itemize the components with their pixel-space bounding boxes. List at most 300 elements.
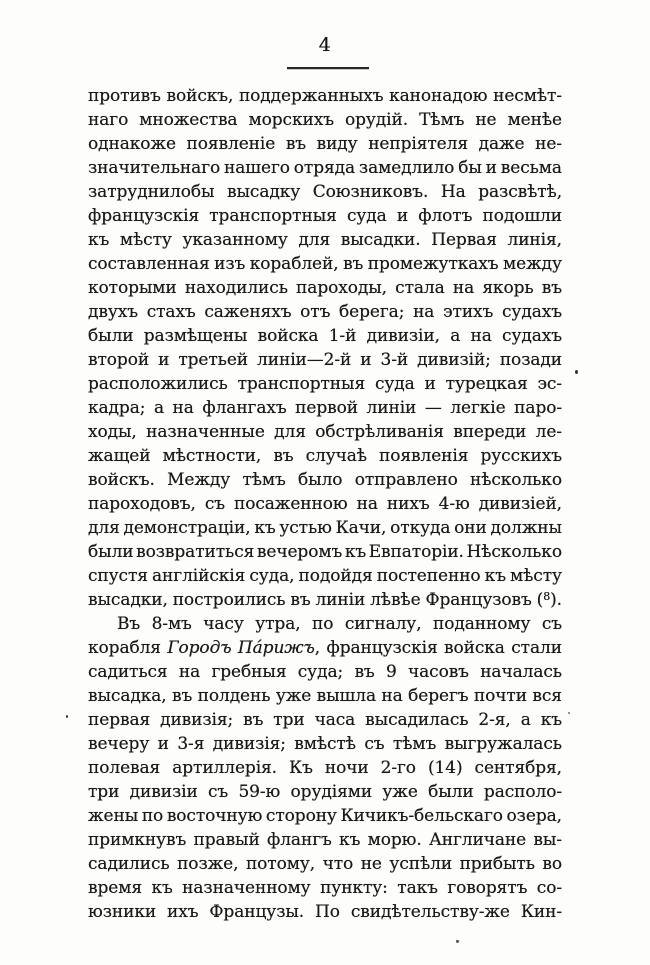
text-fragment: къ — [484, 566, 506, 586]
text-fragment: вечеру — [88, 734, 150, 754]
word — [470, 468, 562, 492]
word — [315, 708, 356, 732]
word — [306, 444, 367, 468]
page-number: 4 — [318, 34, 332, 56]
word — [154, 396, 164, 420]
text-fragment: пункту: — [320, 878, 388, 898]
text-line — [88, 756, 562, 780]
text-fragment: русскихъ — [480, 446, 562, 466]
text-fragment: , — [314, 638, 321, 658]
text-fragment: высадку — [227, 182, 301, 202]
word — [514, 396, 562, 420]
text-fragment: были — [428, 782, 474, 802]
word — [205, 492, 225, 516]
text-fragment: значительнаго — [88, 158, 221, 178]
word — [160, 708, 233, 732]
word — [486, 156, 497, 180]
text-fragment: мѣстности, — [162, 446, 262, 466]
text-fragment: были — [88, 326, 134, 346]
text-fragment: высадки, — [88, 590, 168, 610]
word — [258, 324, 319, 348]
text-fragment: Въ — [117, 614, 141, 634]
word — [535, 132, 562, 156]
word — [419, 108, 464, 132]
word — [146, 420, 265, 444]
text-fragment: Между — [167, 470, 231, 490]
word — [507, 804, 562, 828]
text-fragment: ночи — [324, 758, 369, 778]
text-fragment: выгружалась — [444, 734, 562, 754]
word — [88, 708, 150, 732]
word — [246, 852, 315, 876]
text-fragment: на — [172, 398, 194, 418]
word — [387, 492, 430, 516]
text-fragment: а — [520, 710, 531, 730]
word — [450, 324, 460, 348]
text-fragment: не — [360, 854, 382, 874]
text-fragment: появленія — [379, 446, 469, 466]
word — [209, 204, 337, 228]
word — [266, 804, 337, 828]
word — [152, 564, 245, 588]
word — [510, 564, 562, 588]
word — [204, 300, 291, 324]
text-fragment: отряда — [293, 158, 356, 178]
word — [298, 468, 342, 492]
text-fragment: дивизій; — [417, 350, 491, 370]
word — [172, 756, 277, 780]
word — [257, 540, 342, 564]
word — [325, 756, 369, 780]
word — [474, 684, 527, 708]
text-fragment: пароходовъ, — [88, 494, 196, 514]
text-fragment: тѣмъ — [392, 734, 437, 754]
text-fragment: орудіями — [290, 782, 373, 802]
word — [485, 564, 506, 588]
word — [151, 876, 172, 900]
word — [365, 708, 468, 732]
text-fragment: которыми — [88, 278, 177, 298]
text-fragment: мѣсту — [510, 566, 562, 586]
word — [397, 876, 438, 900]
text-fragment: потому, — [245, 854, 316, 874]
text-fragment: три — [273, 710, 305, 730]
text-fragment: тѣмъ — [242, 470, 286, 490]
text-fragment: двухъ — [88, 302, 138, 322]
text-fragment: и — [360, 350, 372, 370]
text-fragment: а — [450, 326, 461, 346]
word — [178, 348, 248, 372]
word — [88, 900, 156, 924]
text-fragment: уже — [275, 686, 312, 706]
text-fragment: — — [424, 398, 442, 418]
word — [88, 516, 120, 540]
text-fragment: такъ — [397, 878, 438, 898]
word — [88, 756, 160, 780]
word — [471, 324, 492, 348]
text-fragment: линіи—2-й — [257, 350, 352, 370]
word — [88, 684, 167, 708]
text-fragment: саженяхъ — [204, 302, 292, 322]
text-fragment: флангахъ — [202, 398, 287, 418]
text-fragment: судахъ — [502, 302, 562, 322]
word — [429, 828, 526, 852]
text-fragment: менѣе — [507, 110, 562, 130]
text-line — [88, 468, 562, 492]
word — [130, 780, 198, 804]
word — [88, 276, 177, 300]
text-fragment: почти — [473, 686, 527, 706]
word — [88, 780, 119, 804]
text-line — [88, 876, 562, 900]
text-fragment: устью — [279, 518, 332, 538]
word — [250, 252, 339, 276]
word — [147, 300, 196, 324]
footnote-marker: 8 — [543, 590, 551, 603]
word — [296, 276, 387, 300]
word — [239, 84, 384, 108]
word — [382, 780, 417, 804]
text-fragment: ). — [550, 590, 562, 610]
word — [389, 852, 452, 876]
word — [370, 588, 420, 612]
text-fragment: примкнувъ — [88, 830, 187, 850]
word — [323, 852, 354, 876]
word — [273, 444, 293, 468]
word — [294, 732, 356, 756]
text-fragment: войскъ, — [166, 86, 234, 106]
word — [447, 876, 527, 900]
word — [443, 300, 493, 324]
word — [453, 420, 526, 444]
text-line — [88, 492, 562, 516]
text-line — [88, 540, 562, 564]
word — [279, 516, 331, 540]
word — [521, 900, 562, 924]
word — [408, 660, 469, 684]
word — [88, 108, 128, 132]
word — [475, 756, 562, 780]
word — [502, 300, 562, 324]
text-fragment: появленіе — [186, 134, 276, 154]
word — [533, 828, 562, 852]
text-fragment: къ — [254, 518, 276, 538]
text-fragment: во — [542, 854, 562, 874]
word — [454, 516, 487, 540]
text-fragment: они — [454, 518, 487, 538]
text-fragment: въ — [343, 254, 364, 274]
text-fragment: не — [475, 110, 497, 130]
text-fragment: первой — [295, 398, 358, 418]
text-fragment: Евпаторіи. — [368, 542, 464, 562]
text-line — [88, 444, 562, 468]
word — [480, 444, 562, 468]
word — [173, 396, 194, 420]
text-line — [88, 180, 562, 204]
word — [508, 228, 562, 252]
text-fragment: расположились — [88, 374, 228, 394]
word — [428, 780, 474, 804]
word — [286, 132, 306, 156]
text-fragment: съ — [541, 614, 562, 634]
word — [395, 276, 445, 300]
text-line — [88, 612, 562, 636]
word — [257, 348, 351, 372]
word — [417, 348, 491, 372]
word — [381, 684, 402, 708]
text-fragment: нѣсколько — [469, 470, 562, 490]
text-fragment: орудій. — [344, 110, 409, 130]
text-line — [88, 564, 562, 588]
text-line — [88, 636, 562, 660]
text-fragment: однакоже — [88, 134, 176, 154]
word — [243, 708, 263, 732]
text-line — [88, 660, 562, 684]
word — [357, 492, 378, 516]
word — [88, 420, 137, 444]
text-fragment: по — [141, 806, 164, 826]
word — [354, 660, 374, 684]
text-fragment: замедлило — [358, 158, 455, 178]
word — [295, 396, 358, 420]
text-fragment: съ — [364, 734, 385, 754]
text-fragment: войска — [444, 638, 505, 658]
word — [364, 732, 384, 756]
word — [208, 780, 228, 804]
text-fragment: бы — [458, 158, 482, 178]
text-fragment: отъ — [300, 302, 331, 322]
word — [351, 900, 510, 924]
word — [313, 180, 429, 204]
text-fragment: весьма — [500, 158, 562, 178]
word — [493, 84, 562, 108]
text-fragment: подошли — [482, 206, 562, 226]
text-fragment: Англичане — [428, 830, 527, 850]
word — [433, 612, 530, 636]
word — [214, 252, 245, 276]
word — [267, 828, 332, 852]
word — [542, 852, 562, 876]
word — [88, 444, 150, 468]
text-fragment: Французовъ — [425, 590, 532, 610]
text-fragment: началась — [480, 662, 562, 682]
word — [484, 780, 562, 804]
word — [274, 420, 306, 444]
text-fragment: изъ — [214, 254, 246, 274]
text-line — [88, 348, 562, 372]
word — [503, 252, 562, 276]
word — [209, 900, 304, 924]
page-header — [88, 34, 562, 56]
word — [453, 276, 474, 300]
text-line — [88, 204, 562, 228]
text-fragment: берега; — [339, 302, 405, 322]
text-fragment: говорятъ — [447, 878, 528, 898]
text-fragment: дивизіи — [129, 782, 198, 802]
text-fragment: въ — [354, 662, 375, 682]
word — [249, 108, 334, 132]
text-line — [88, 396, 562, 420]
text-fragment: обстрѣливанія — [315, 422, 444, 442]
text-line — [88, 420, 562, 444]
word — [299, 564, 373, 588]
word — [315, 588, 365, 612]
text-fragment: стали — [511, 638, 562, 658]
word — [88, 636, 161, 660]
word — [367, 324, 440, 348]
text-line — [88, 300, 562, 324]
text-fragment: отправлено — [354, 470, 458, 490]
text-fragment: дивизіи, — [366, 326, 440, 346]
text-fragment: суда, — [249, 566, 295, 586]
text-fragment: дивизія; — [212, 734, 286, 754]
text-fragment: и — [424, 374, 436, 394]
text-fragment: противъ — [88, 86, 161, 106]
word — [413, 300, 434, 324]
word — [345, 540, 366, 564]
text-block — [88, 84, 562, 924]
text-fragment: прибыть — [459, 854, 535, 874]
text-fragment: Тѣмъ — [419, 110, 465, 130]
text-fragment: Французы. — [209, 902, 305, 922]
word — [144, 324, 248, 348]
text-fragment: 2-го — [380, 758, 416, 778]
word — [202, 396, 286, 420]
text-fragment: ле- — [535, 422, 562, 442]
word — [425, 372, 436, 396]
header-rule — [287, 67, 369, 69]
text-fragment: на — [452, 278, 475, 298]
word — [88, 324, 134, 348]
text-fragment: французскія — [88, 206, 200, 226]
text-fragment: и — [396, 206, 409, 226]
word — [255, 612, 300, 636]
text-fragment: въ — [172, 686, 193, 706]
text-fragment: стахъ — [146, 302, 196, 322]
text-fragment: три — [88, 782, 120, 802]
word — [88, 828, 186, 852]
word — [478, 180, 562, 204]
text-fragment: къ — [339, 830, 361, 850]
word — [408, 684, 468, 708]
word — [88, 396, 145, 420]
text-fragment: пароходы, — [296, 278, 387, 298]
text-fragment: въ — [541, 278, 562, 298]
text-fragment: виду — [316, 134, 358, 154]
text-fragment: Союзниковъ. — [312, 182, 429, 202]
text-fragment: время — [88, 878, 142, 898]
text-fragment: затруднилобы — [88, 182, 215, 202]
text-fragment: 4-ю — [438, 494, 470, 514]
text-fragment: легкіе — [450, 398, 506, 418]
text-fragment: на — [178, 662, 201, 682]
word — [88, 252, 210, 276]
word — [501, 156, 562, 180]
text-fragment: позже, — [177, 854, 239, 874]
text-fragment: турецкая — [445, 374, 528, 394]
word — [500, 348, 562, 372]
text-fragment: для — [298, 230, 331, 250]
text-fragment: суда; — [297, 662, 344, 682]
word — [537, 876, 562, 900]
word — [386, 660, 397, 684]
word — [179, 660, 200, 684]
text-line — [88, 516, 562, 540]
word — [467, 540, 562, 564]
text-fragment: вышла — [316, 686, 376, 706]
text-fragment: указанному — [182, 230, 288, 250]
text-fragment: къ — [151, 878, 173, 898]
word — [445, 732, 562, 756]
word — [439, 492, 470, 516]
text-fragment: 9 — [385, 662, 397, 682]
text-line — [88, 900, 562, 924]
text-fragment: размѣщены — [143, 326, 248, 346]
text-fragment: Кичикъ-бельскаго — [340, 806, 503, 826]
word — [88, 588, 168, 612]
text-fragment: постепенно — [376, 566, 481, 586]
word — [542, 612, 562, 636]
word — [339, 300, 404, 324]
word — [537, 372, 562, 396]
word — [276, 684, 311, 708]
text-fragment: въ — [290, 590, 311, 610]
word — [182, 876, 310, 900]
text-fragment: на — [470, 326, 492, 346]
text-fragment: первая — [88, 710, 151, 730]
text-fragment: между — [503, 254, 562, 274]
word — [167, 84, 234, 108]
text-fragment: разсвѣтѣ, — [478, 182, 562, 202]
word — [480, 660, 562, 684]
word — [185, 276, 288, 300]
word — [345, 612, 422, 636]
text-fragment: непріятеля — [368, 134, 468, 154]
text-fragment: транспортныя — [237, 374, 366, 394]
word — [475, 108, 496, 132]
text-fragment: поддержанныхъ — [238, 86, 384, 106]
word — [234, 492, 348, 516]
text-fragment: суда — [374, 374, 415, 394]
text-fragment: въ — [243, 710, 264, 730]
text-line — [88, 156, 562, 180]
word — [340, 804, 502, 828]
word — [381, 348, 409, 372]
word — [458, 156, 482, 180]
word — [167, 804, 262, 828]
text-fragment: и — [158, 350, 170, 370]
word — [315, 900, 340, 924]
text-fragment: со- — [536, 878, 562, 898]
word — [136, 540, 254, 564]
text-fragment: Первая — [431, 230, 497, 250]
word — [482, 204, 562, 228]
word — [298, 228, 330, 252]
word — [300, 300, 330, 324]
text-fragment: на — [381, 686, 403, 706]
word — [238, 780, 280, 804]
word — [88, 132, 176, 156]
text-fragment: успѣли — [389, 854, 453, 874]
text-line — [88, 228, 562, 252]
word — [294, 156, 355, 180]
text-fragment: съ — [204, 494, 225, 514]
text-fragment: 2-я, — [478, 710, 511, 730]
text-fragment: уже — [382, 782, 418, 802]
word — [227, 180, 300, 204]
text-fragment: нихъ — [386, 494, 430, 514]
text-fragment: къ — [344, 542, 367, 562]
